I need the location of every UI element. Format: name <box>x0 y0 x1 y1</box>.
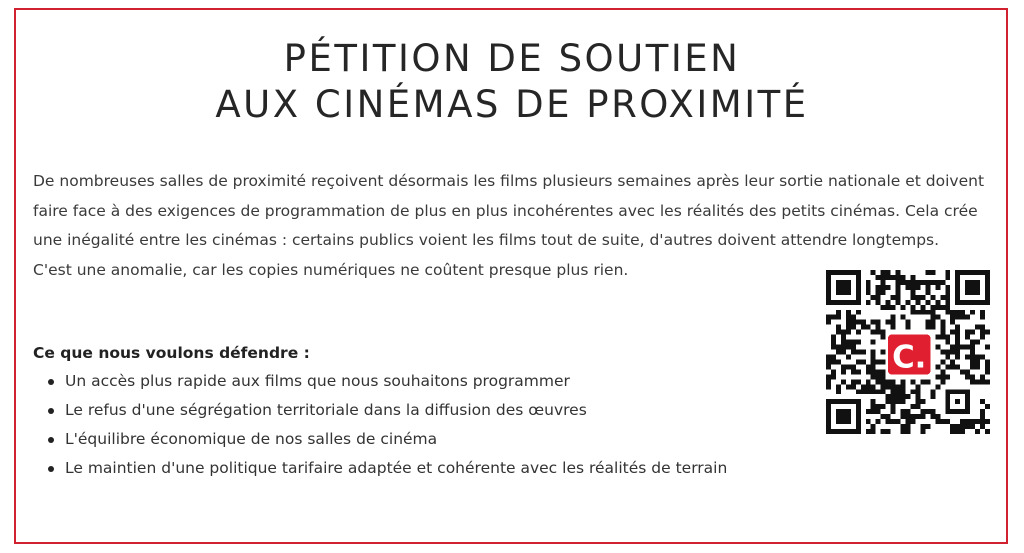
list-item-text: Le maintien d'une politique tarifaire adaptée et cohérente avec les réalités de terrain <box>65 459 728 477</box>
bullet-icon <box>48 379 54 385</box>
list-item-text: Un accès plus rapide aux films que nous souhaitons programmer <box>65 372 570 390</box>
title-line-1: PÉTITION DE SOUTIEN <box>283 37 741 80</box>
page-title <box>0 36 1024 128</box>
intro-paragraph-1: De nombreuses salles de proximité reçoivent désormais les films plusieurs semaines après leur sortie nationale et doivent faire face à des exigences de programmation de plus en plus incohérentes avec les réalités des petits cinémas. Cela crée une inégalité entre les cinémas : certains publics voient les films tout de suite, d'autres doivent attendre longtemps. <box>33 172 985 249</box>
bullet-icon <box>48 437 54 443</box>
list-item <box>33 367 727 396</box>
bullet-icon <box>48 408 54 414</box>
goals-heading: Ce que nous voulons défendre : <box>33 344 310 362</box>
qr-logo-text: C. <box>892 339 927 376</box>
list-item-text: L'équilibre économique de nos salles de cinéma <box>65 430 438 448</box>
list-item <box>33 454 727 483</box>
qr-code-icon[interactable] <box>826 270 990 434</box>
list-item <box>33 425 727 454</box>
intro-paragraph-2: C'est une anomalie, car les copies numériques ne coûtent presque plus rien. <box>33 260 629 279</box>
intro-text <box>33 167 993 285</box>
goals-list <box>33 367 727 483</box>
list-item-text: Le refus d'une ségrégation territoriale dans la diffusion des œuvres <box>65 401 587 419</box>
title-line-2: AUX CINÉMAS DE PROXIMITÉ <box>215 83 809 126</box>
list-item <box>33 396 727 425</box>
bullet-icon <box>48 466 54 472</box>
